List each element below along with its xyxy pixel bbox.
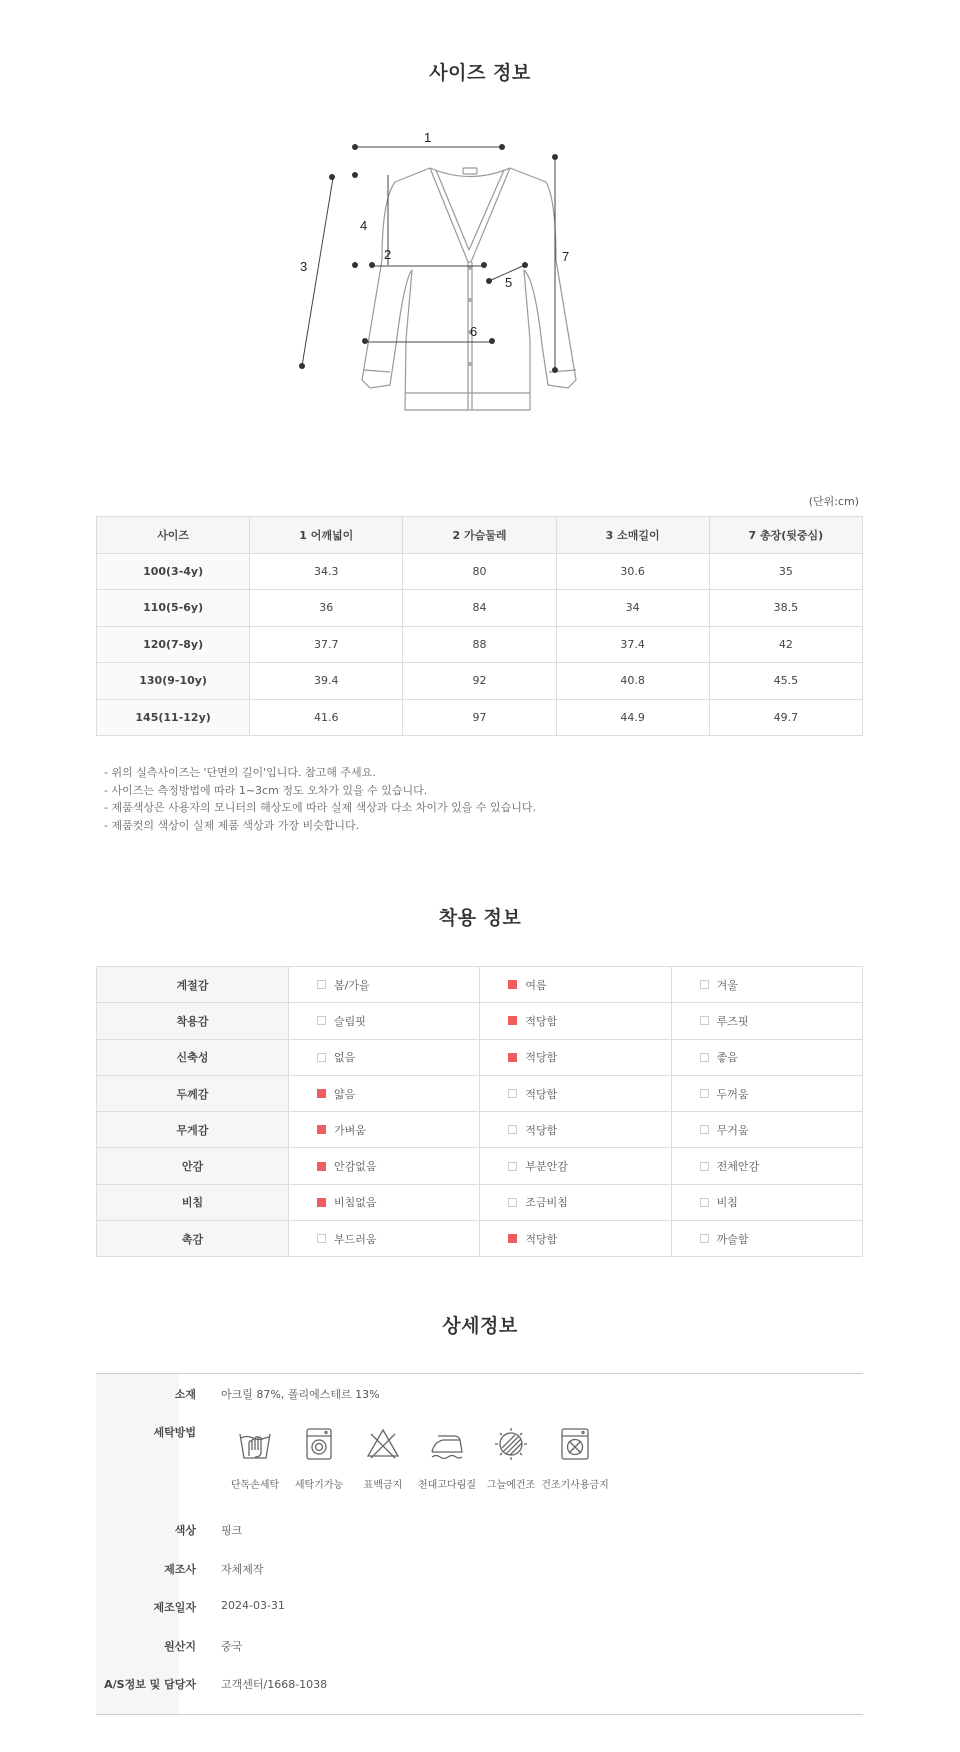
care-item	[412, 1426, 482, 1491]
size-cell: 110(5-6y)	[97, 590, 250, 627]
size-cell: 44.9	[556, 699, 709, 736]
unchecked-box-icon	[700, 1089, 709, 1098]
table-row	[97, 699, 863, 736]
note-line: - 제품컷의 색상이 실제 제품 색상과 가장 비슷합니다.	[104, 818, 360, 832]
unchecked-box-icon	[317, 1016, 326, 1025]
checked-box-icon	[508, 1234, 517, 1243]
unchecked-box-icon	[508, 1089, 517, 1098]
care-item	[540, 1426, 610, 1491]
checked-box-icon	[317, 1162, 326, 1171]
wear-option-label: 비침	[716, 1196, 738, 1210]
wear-option	[480, 1148, 671, 1184]
wear-option-label: 여름	[525, 978, 547, 992]
unchecked-box-icon	[317, 1053, 326, 1062]
wear-option	[671, 967, 862, 1003]
wear-option-label: 루즈핏	[716, 1014, 749, 1028]
wear-option	[289, 967, 480, 1003]
wear-option-label: 겨울	[716, 978, 738, 992]
care-label: 그늘에건조	[486, 1480, 536, 1491]
hand-wash-icon	[237, 1426, 273, 1462]
table-row	[97, 1039, 863, 1075]
size-cell: 34	[556, 590, 709, 627]
wear-option	[289, 1112, 480, 1148]
size-section-title: 사이즈 정보	[429, 62, 531, 84]
wear-option-label: 가벼움	[334, 1123, 366, 1137]
checked-box-icon	[317, 1089, 326, 1098]
diagram-label-6: 6	[470, 324, 478, 339]
wear-row-label: 계절감	[97, 967, 289, 1003]
size-cell: 38.5	[709, 590, 862, 627]
size-cell: 120(7-8y)	[97, 626, 250, 663]
checked-box-icon	[508, 1053, 517, 1062]
wear-option	[671, 1148, 862, 1184]
size-cell: 88	[403, 626, 556, 663]
wash-label: 세탁방법	[153, 1426, 196, 1439]
wear-info-table	[96, 966, 863, 1257]
unchecked-box-icon	[700, 980, 709, 989]
size-cell: 92	[403, 663, 556, 700]
wear-option	[671, 1003, 862, 1039]
wear-option	[480, 1003, 671, 1039]
care-label: 세탁기가능	[294, 1480, 344, 1491]
checked-box-icon	[508, 1016, 517, 1025]
unchecked-box-icon	[700, 1016, 709, 1025]
size-cell: 35	[709, 553, 862, 590]
wear-option	[289, 1075, 480, 1111]
wear-option	[289, 1184, 480, 1220]
color-label: 색상	[174, 1524, 196, 1537]
size-cell: 37.7	[250, 626, 403, 663]
note-line: - 위의 실측사이즈는 '단면의 길이'입니다. 참고해 주세요.	[104, 766, 376, 779]
checked-box-icon	[317, 1198, 326, 1207]
size-cell: 130(9-10y)	[97, 663, 250, 700]
wear-option-label: 적당함	[525, 1232, 558, 1246]
wear-option-label: 조금비침	[525, 1196, 568, 1210]
care-label: 천대고다림질	[418, 1480, 476, 1491]
wear-option-label: 비침없음	[334, 1196, 377, 1210]
size-header: 7 총장(뒷중심)	[709, 517, 862, 554]
unchecked-box-icon	[700, 1053, 709, 1062]
diagram-label-4: 4	[360, 218, 368, 233]
care-label: 표백금지	[363, 1480, 403, 1491]
wear-option-label: 전체안감	[716, 1160, 760, 1174]
diagram-label-3: 3	[300, 259, 308, 274]
table-row	[97, 553, 863, 590]
size-cell: 30.6	[556, 553, 709, 590]
diagram-label-5: 5	[505, 275, 513, 290]
maker-value: 자체제작	[221, 1563, 264, 1576]
color-value: 핑크	[221, 1524, 243, 1537]
wear-option	[480, 1039, 671, 1075]
wear-option	[289, 1003, 480, 1039]
wear-option	[671, 1075, 862, 1111]
size-cell: 80	[403, 553, 556, 590]
note-line: - 제품색상은 사용자의 모니터의 해상도에 따라 실제 색상과 다소 차이가 있을 수 있습니다.	[104, 801, 536, 814]
wear-option-label: 적당함	[525, 1014, 558, 1028]
unchecked-box-icon	[700, 1198, 709, 1207]
wear-option-label: 얇음	[334, 1087, 356, 1101]
material-label: 소재	[174, 1388, 196, 1401]
size-cell: 100(3-4y)	[97, 553, 250, 590]
wear-option	[671, 1184, 862, 1220]
no-bleach-icon	[365, 1426, 401, 1462]
table-row	[97, 1148, 863, 1184]
table-row	[97, 1221, 863, 1257]
wear-row-label: 무게감	[97, 1112, 289, 1148]
wear-option	[480, 1184, 671, 1220]
unchecked-box-icon	[508, 1125, 517, 1134]
size-header: 3 소매길이	[556, 517, 709, 554]
wear-option-label: 부드러움	[334, 1232, 377, 1246]
date-label: 제조일자	[153, 1601, 196, 1614]
size-header: 사이즈	[97, 517, 250, 554]
unchecked-box-icon	[508, 1162, 517, 1171]
size-cell: 84	[403, 590, 556, 627]
size-cell: 37.4	[556, 626, 709, 663]
table-row	[97, 1003, 863, 1039]
wear-option	[480, 967, 671, 1003]
maker-label: 제조사	[164, 1563, 196, 1576]
diagram-label-2: 2	[384, 247, 392, 262]
unit-label: (단위:cm)	[808, 495, 859, 508]
wear-row-label: 촉감	[97, 1221, 289, 1257]
wear-option-label: 적당함	[525, 1123, 558, 1137]
size-notes	[104, 764, 536, 834]
as-value: 고객센터/1668-1038	[221, 1678, 328, 1691]
wear-option-label: 무거움	[716, 1123, 749, 1137]
wear-option-label: 적당함	[525, 1087, 558, 1101]
table-row	[97, 1184, 863, 1220]
wear-option	[671, 1112, 862, 1148]
wear-option-label: 안감없음	[334, 1160, 377, 1174]
care-item	[476, 1426, 546, 1491]
size-cell: 36	[250, 590, 403, 627]
wear-option	[289, 1221, 480, 1257]
wear-row-label: 안감	[97, 1148, 289, 1184]
wear-row-label: 신축성	[97, 1039, 289, 1075]
size-cell: 34.3	[250, 553, 403, 590]
size-header: 1 어깨넓이	[250, 517, 403, 554]
table-row	[97, 590, 863, 627]
iron-icon	[429, 1426, 465, 1462]
unchecked-box-icon	[700, 1162, 709, 1171]
wear-row-label: 착용감	[97, 1003, 289, 1039]
wear-option	[480, 1221, 671, 1257]
washing-machine-icon	[301, 1426, 337, 1462]
wear-option	[671, 1039, 862, 1075]
wear-option	[289, 1039, 480, 1075]
wear-option	[671, 1221, 862, 1257]
wear-option-label: 슬림핏	[334, 1014, 366, 1028]
size-cell: 39.4	[250, 663, 403, 700]
wear-option-label: 적당함	[525, 1051, 558, 1065]
shade-dry-icon	[493, 1426, 529, 1462]
size-header: 2 가슴둘레	[403, 517, 556, 554]
size-cell: 42	[709, 626, 862, 663]
checked-box-icon	[317, 1125, 326, 1134]
wear-option	[480, 1112, 671, 1148]
date-value: 2024-03-31	[221, 1599, 285, 1612]
unchecked-box-icon	[317, 1234, 326, 1243]
as-label: A/S정보 및 담당자	[104, 1678, 196, 1691]
no-tumble-dry-icon	[557, 1426, 593, 1462]
unchecked-box-icon	[317, 980, 326, 989]
care-item	[220, 1426, 290, 1491]
wear-option-label: 두꺼움	[716, 1087, 749, 1101]
table-row	[97, 663, 863, 700]
care-item	[284, 1426, 354, 1491]
table-row	[97, 626, 863, 663]
material-value: 아크릴 87%, 폴리에스테르 13%	[221, 1388, 380, 1401]
diagram-label-7: 7	[562, 249, 570, 264]
cardigan-measurement-diagram	[300, 130, 640, 430]
table-row	[97, 1075, 863, 1111]
size-cell: 40.8	[556, 663, 709, 700]
size-cell: 49.7	[709, 699, 862, 736]
origin-label: 원산지	[164, 1640, 196, 1653]
detail-info-table	[96, 1373, 863, 1715]
checked-box-icon	[508, 980, 517, 989]
wear-option-label: 좋음	[716, 1051, 738, 1065]
size-cell: 145(11-12y)	[97, 699, 250, 736]
care-item	[348, 1426, 418, 1491]
table-row	[97, 1112, 863, 1148]
origin-value: 중국	[221, 1640, 243, 1653]
diagram-label-1: 1	[424, 130, 432, 145]
wear-section-title: 착용 정보	[438, 907, 522, 929]
wear-option	[480, 1075, 671, 1111]
size-table	[96, 516, 863, 736]
size-cell: 41.6	[250, 699, 403, 736]
care-label: 단독손세탁	[230, 1480, 280, 1491]
detail-section-title: 상세정보	[442, 1315, 518, 1337]
wear-option	[289, 1148, 480, 1184]
size-cell: 97	[403, 699, 556, 736]
wear-option-label: 부분안감	[525, 1160, 568, 1174]
size-table-header	[97, 517, 863, 554]
wear-option-label: 봄/가을	[334, 978, 370, 992]
wear-option-label: 없음	[334, 1051, 356, 1065]
care-label: 건조기사용금지	[541, 1480, 609, 1491]
size-cell: 45.5	[709, 663, 862, 700]
unchecked-box-icon	[700, 1234, 709, 1243]
wear-row-label: 비침	[97, 1184, 289, 1220]
note-line: - 사이즈는 측정방법에 따라 1~3cm 정도 오차가 있을 수 있습니다.	[104, 783, 428, 797]
table-row	[97, 967, 863, 1003]
unchecked-box-icon	[700, 1125, 709, 1134]
unchecked-box-icon	[508, 1198, 517, 1207]
wear-row-label: 두께감	[97, 1075, 289, 1111]
wear-option-label: 까슬함	[716, 1232, 749, 1246]
